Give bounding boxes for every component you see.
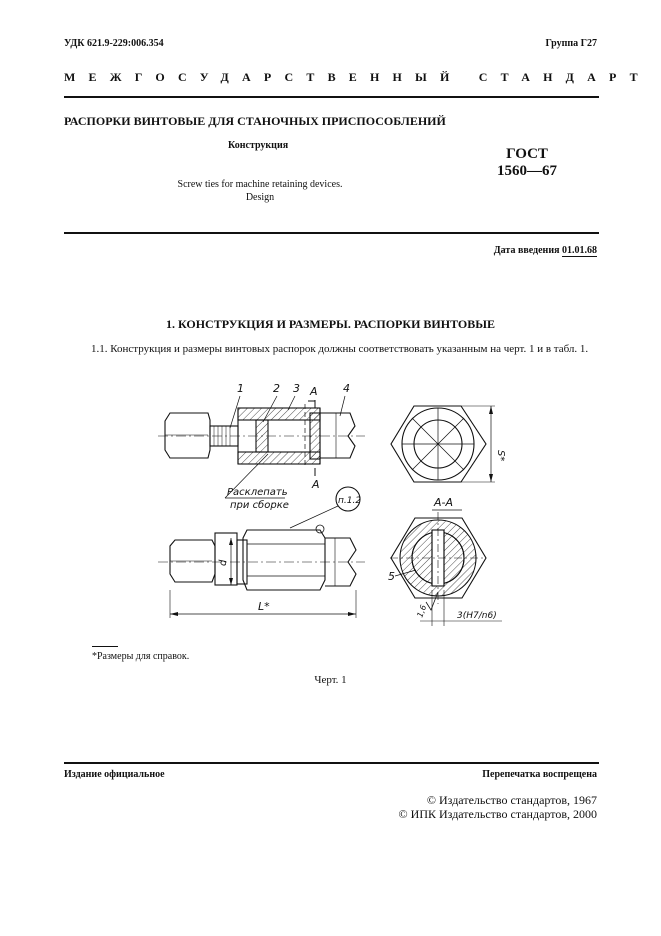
footer-rule xyxy=(64,762,599,764)
front-collar xyxy=(215,533,237,585)
standard-type: МЕЖГОСУДАРСТВЕННЫЙ СТАНДАРТ xyxy=(64,70,651,84)
ref-label: п.1.2 xyxy=(338,496,362,506)
dim-l: L* xyxy=(258,600,270,613)
label-4: 4 xyxy=(343,382,350,395)
nut-wall-bottom xyxy=(238,452,320,464)
left-screw-head xyxy=(165,413,210,458)
nut-wall-top xyxy=(238,408,320,420)
roughness: 1,6 xyxy=(415,603,429,619)
edition-note: Издание официальное xyxy=(64,769,165,780)
title-rule xyxy=(64,232,599,234)
english-title-line2: Design xyxy=(245,192,275,203)
note-line2: при сборке xyxy=(230,500,289,511)
english-title xyxy=(160,178,360,204)
front-nut-body xyxy=(243,530,325,590)
footnote-rule xyxy=(92,646,118,647)
standard-title: РАСПОРКИ ВИНТОВЫЕ ДЛЯ СТАНОЧНЫХ ПРИСПОСОБЛЕНИЙ xyxy=(64,114,446,128)
udk-code: УДК 621.9-229:006.354 xyxy=(64,38,164,49)
label-3: 3 xyxy=(293,382,300,395)
footnote: *Размеры для справок. xyxy=(92,651,190,662)
section-aa-label: А-А xyxy=(434,496,454,509)
reprint-note: Перепечатка воспрещена xyxy=(482,769,597,780)
standard-subtitle: Конструкция xyxy=(228,140,289,151)
right-screw-head xyxy=(320,413,355,458)
note-line1: Расклепать xyxy=(227,487,288,498)
gost-label: ГОСТ xyxy=(506,146,548,162)
label-5: 5 xyxy=(388,570,395,583)
label-a-bottom: А xyxy=(312,478,320,491)
section-paragraph: 1.1. Конструкция и размеры винтовых распорок должны соответствовать указанным на черт. 1 и в табл. 1. xyxy=(91,343,589,355)
fit-dimension: 3(H7/n6) xyxy=(457,611,497,621)
english-title-line1: Screw ties for machine retaining devices. xyxy=(177,179,343,190)
dim-s: S* xyxy=(495,450,506,462)
copyright-1967: © Издательство стандартов, 1967 xyxy=(426,793,597,807)
gost-number: 1560—67 xyxy=(497,163,557,179)
label-2: 2 xyxy=(273,382,280,395)
header-rule xyxy=(64,96,599,98)
copyright-2000: © ИПК Издательство стандартов, 2000 xyxy=(398,807,597,821)
intro-date xyxy=(494,245,597,256)
dim-d: d xyxy=(218,559,229,566)
figure-caption: Черт. 1 xyxy=(314,674,347,686)
label-1: 1 xyxy=(237,382,244,395)
technical-drawing xyxy=(150,378,530,640)
intro-date-value: 01.01.68 xyxy=(562,245,597,256)
group-code: Группа Г27 xyxy=(545,38,597,49)
gost-designation xyxy=(497,146,557,180)
label-a-top: А xyxy=(310,385,318,398)
intro-date-label: Дата введения xyxy=(493,245,560,256)
section-heading: 1. КОНСТРУКЦИЯ И РАЗМЕРЫ. РАСПОРКИ ВИНТОВЫЕ xyxy=(165,317,496,331)
